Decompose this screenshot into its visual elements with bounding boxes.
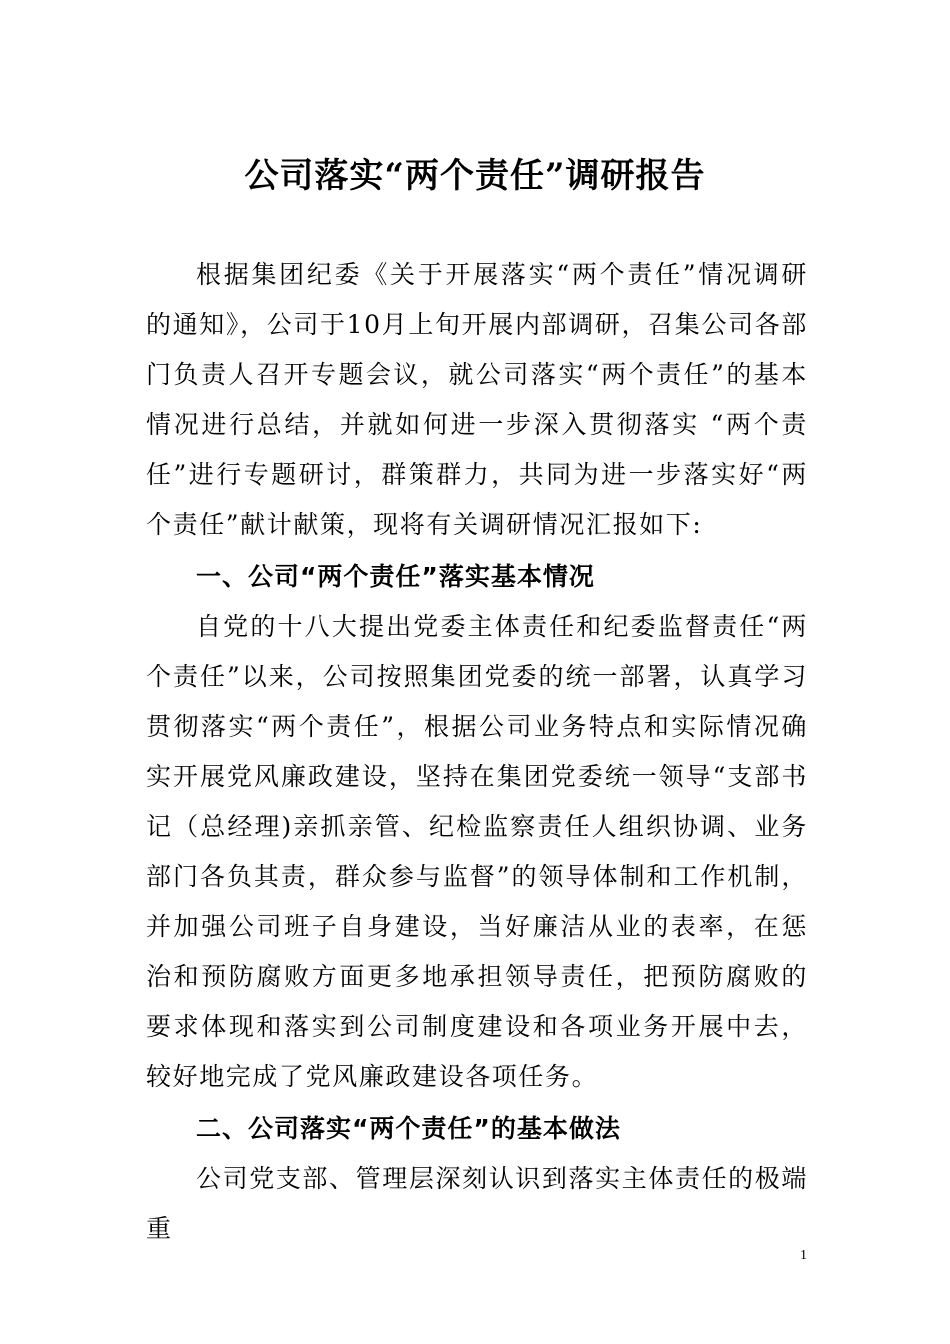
document-title: 公司落实“两个责任”调研报告 [244, 156, 706, 196]
section-1-paragraph: 自党的十八大提出党委主体责任和纪委监督责任“两个责任”以来，公司按照集团党委的统一部署，认真学习贯彻落实“两个责任”，根据公司业务特点和实际情况确实开展党风廉政建设，坚持在集团党委统一领导“支部书记（总经理)亲抓亲管、纪检监察责任人组织协调、业务部门各负其责，群众参与监督”的领导体制和工作机制，并加强公司班子自身建设，当好廉洁从业的表率，在惩治和预防腐败方面更多地承担领导责任，把预防腐败的要求体现和落实到公司制度建设和各项业务开展中去，较好地完成了党风廉政建设各项任务。 [146, 612, 808, 1091]
document-body [146, 250, 808, 1254]
page-number: 1 [800, 1248, 807, 1263]
section-heading-1: 一、公司“两个责任”落实基本情况 [196, 562, 595, 591]
intro-paragraph: 根据集团纪委《关于开展落实“两个责任”情况调研的通知》，公司于10月上旬开展内部调研，召集公司各部门负责人召开专题会议，就公司落实“两个责任”的基本情况进行总结，并就如何进一步深入贯彻落实 “两个责任”进行专题研讨，群策群力，共同为进一步落实好“两个责任”献计献策，现将有关调研情况汇报如下: [146, 260, 808, 539]
section-heading-2: 二、公司落实“两个责任”的基本做法 [196, 1114, 621, 1143]
section-2-paragraph: 公司党支部、管理层深刻认识到落实主体责任的极端重 [146, 1164, 808, 1243]
